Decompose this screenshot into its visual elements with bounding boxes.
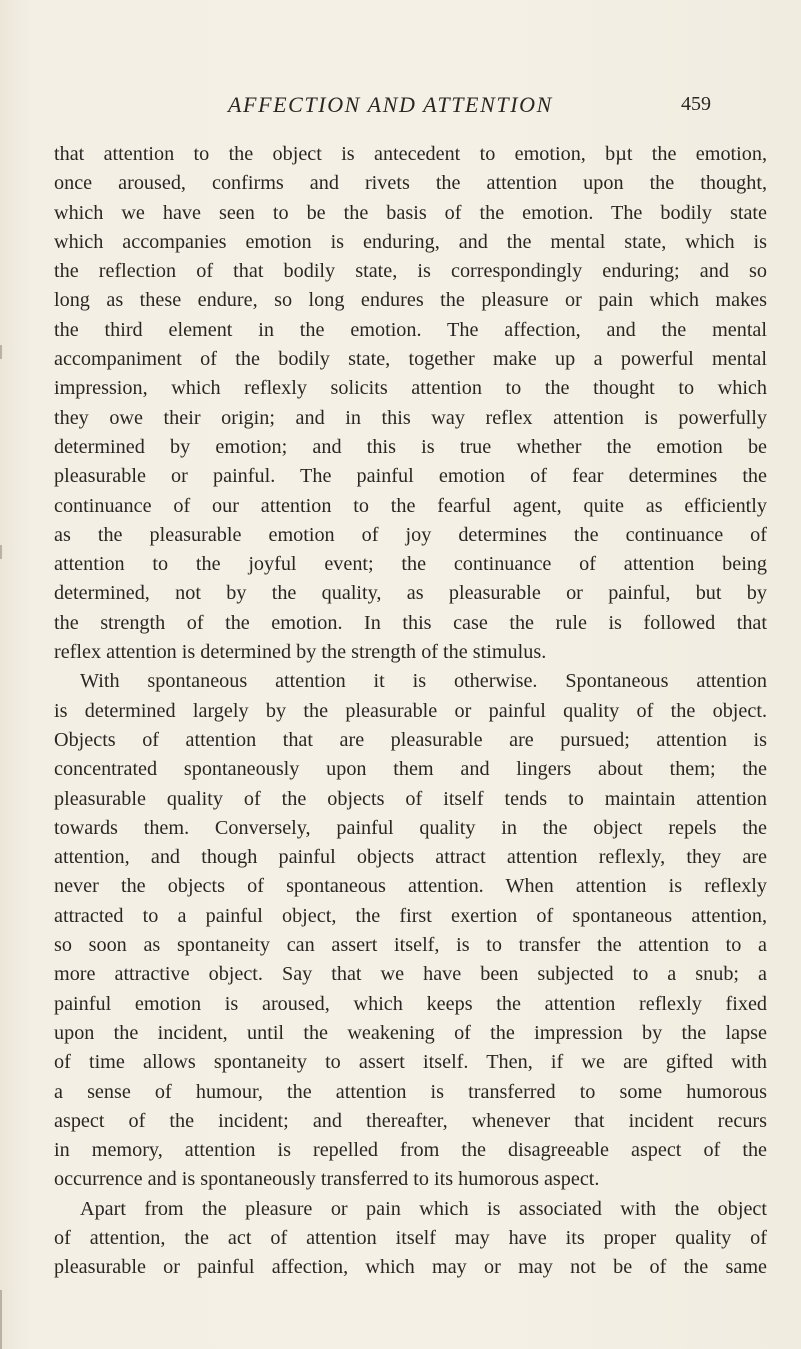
text-line: pleasurable or painful. The painful emotion of fear determines the bbox=[54, 465, 767, 488]
text-line: pleasurable quality of the objects of itself tends to maintain attention bbox=[54, 787, 767, 810]
text-line: aspect of the incident; and thereafter, whenever that incident recurs bbox=[54, 1109, 767, 1132]
text-line: attention, and though painful objects attract attention reflexly, they are bbox=[54, 846, 767, 869]
text-line: continuance of our attention to the fearful agent, quite as efficiently bbox=[54, 494, 767, 517]
text-line: never the objects of spontaneous attention. When attention is reflexly bbox=[54, 875, 767, 898]
text-line: as the pleasurable emotion of joy determines the continuance of bbox=[54, 523, 767, 546]
text-line: in memory, attention is repelled from the disagreeable aspect of the bbox=[54, 1139, 767, 1162]
page-number: 459 bbox=[681, 93, 711, 115]
text-line: more attractive object. Say that we have been subjected to a snub; a bbox=[54, 963, 767, 986]
text-line: which we have seen to be the basis of the emotion. The bodily state bbox=[54, 201, 767, 224]
text-line: attention to the joyful event; the continuance of attention being bbox=[54, 553, 767, 576]
page-edge-mark bbox=[0, 1290, 2, 1349]
text-line: accompaniment of the bodily state, together make up a powerful mental bbox=[54, 348, 767, 371]
text-line: occurrence and is spontaneously transferred to its humorous aspect. bbox=[54, 1168, 600, 1191]
text-line: determined, not by the quality, as pleasurable or painful, but by bbox=[54, 582, 767, 605]
running-title: AFFECTION AND ATTENTION bbox=[228, 92, 553, 117]
text-line: the strength of the emotion. In this case the rule is followed that bbox=[54, 611, 767, 634]
body-text bbox=[54, 140, 767, 1283]
text-line: painful emotion is aroused, which keeps the attention reflexly fixed bbox=[54, 992, 767, 1015]
text-line: that attention to the object is antecedent to emotion, bµt the emotion, bbox=[54, 143, 767, 165]
text-line: once aroused, confirms and rivets the attention upon the thought, bbox=[54, 172, 767, 195]
text-line: is determined largely by the pleasurable or painful quality of the object. bbox=[54, 699, 767, 722]
text-line: Apart from the pleasure or pain which is associated with the object bbox=[80, 1197, 767, 1220]
text-line: of attention, the act of attention itself may have its proper quality of bbox=[54, 1226, 767, 1249]
text-line: determined by emotion; and this is true whether the emotion be bbox=[54, 435, 767, 458]
text-line: upon the incident, until the weakening of the impression by the lapse bbox=[54, 1021, 767, 1044]
page-edge-mark bbox=[0, 545, 2, 559]
text-line: reflex attention is determined by the strength of the stimulus. bbox=[54, 641, 547, 664]
text-line: they owe their origin; and in this way reflex attention is powerfully bbox=[54, 406, 767, 429]
text-line: pleasurable or painful affection, which may or may not be of the same bbox=[54, 1256, 767, 1279]
running-header bbox=[0, 92, 801, 132]
text-line: a sense of humour, the attention is transferred to some humorous bbox=[54, 1080, 767, 1103]
text-line: so soon as spontaneity can assert itself, is to transfer the attention to a bbox=[54, 934, 767, 957]
text-line: which accompanies emotion is enduring, and the mental state, which is bbox=[54, 230, 767, 253]
text-line: the reflection of that bodily state, is correspondingly enduring; and so bbox=[54, 260, 767, 283]
text-line: With spontaneous attention it is otherwise. Spontaneous attention bbox=[80, 670, 767, 693]
page-edge-mark bbox=[0, 345, 2, 359]
text-line: towards them. Conversely, painful quality in the object repels the bbox=[54, 816, 767, 839]
text-line: impression, which reflexly solicits attention to the thought to which bbox=[54, 377, 767, 400]
text-line: Objects of attention that are pleasurable are pursued; attention is bbox=[54, 728, 767, 751]
text-line: concentrated spontaneously upon them and lingers about them; the bbox=[54, 758, 767, 781]
text-line: long as these endure, so long endures the pleasure or pain which makes bbox=[54, 289, 767, 312]
text-line: attracted to a painful object, the first exertion of spontaneous attention, bbox=[54, 904, 767, 927]
text-line: of time allows spontaneity to assert itself. Then, if we are gifted with bbox=[54, 1051, 767, 1074]
text-line: the third element in the emotion. The affection, and the mental bbox=[54, 318, 767, 341]
